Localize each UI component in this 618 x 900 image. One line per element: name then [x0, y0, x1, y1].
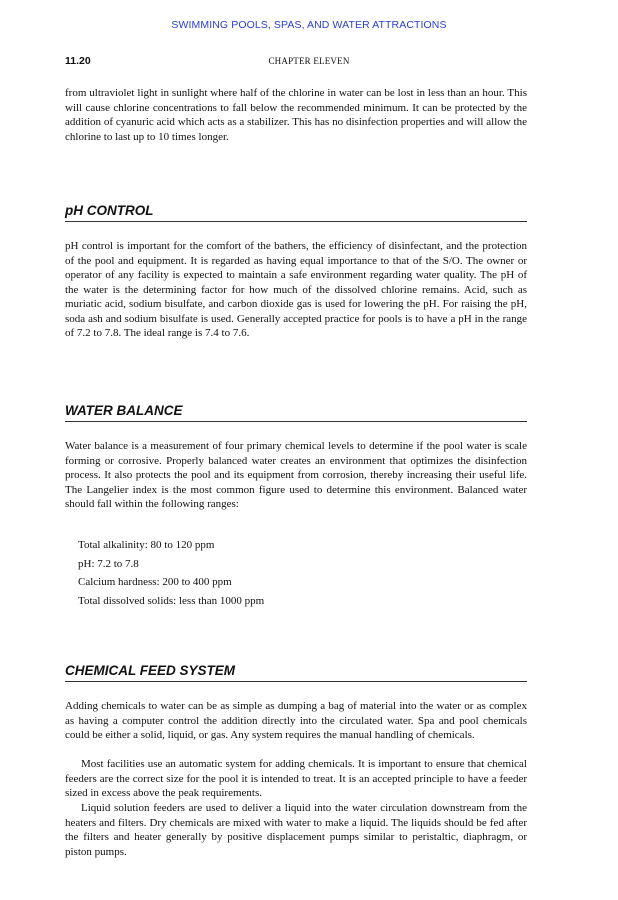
list-item: Total alkalinity: 80 to 120 ppm [78, 539, 215, 551]
chapter-title: CHAPTER ELEVEN [268, 56, 350, 66]
section-heading-water-balance: WATER BALANCE [65, 403, 527, 422]
list-item: Calcium hardness: 200 to 400 ppm [78, 576, 232, 588]
intro-paragraph: from ultraviolet light in sunlight where half of the chlorine in water can be lost in less than an hour. This will cause chlorine concentrations to fall below the recommended minimum. It can be protected by the addition of cyanuric acid which acts as a stabilizer. This has no disinfection properties and will allow the chlorine to last up to 10 times longer. [65, 87, 527, 143]
ph-control-paragraph: pH control is important for the comfort of the bathers, the efficiency of disinfectant, and the protection of the pool and equipment. It is regarded as having equal importance to that of the S/O. The owner or operator of any facility is expected to maintain a safe environment regarding water quality. The pH of the water is the determining factor for how much of the dissolved chlorine remains. Acid, such as muriatic acid, sodium bisulfate, and carbon dioxide gas is used for lowering the pH. For raising the pH, soda ash and sodium bisulfate is used. Generally accepted practice for pools is to have a pH in the range of 7.2 to 7.8. The ideal range is 7.4 to 7.6. [65, 240, 527, 339]
water-balance-ranges [78, 536, 264, 610]
water-balance-paragraph: Water balance is a measurement of four primary chemical levels to determine if the pool water is scale forming or corrosive. Properly balanced water creates an environment that optimizes the disinfection process. It also protects the pool and its equipment from corrosion, thereby increasing their useful life. The Langelier index is the most common figure used to determine this environment. Balanced water should fall within the following ranges: [65, 440, 527, 510]
chemical-feed-paragraph-2: Most facilities use an automatic system for adding chemicals. It is important to ensure that chemical feeders are the correct size for the pool it is intended to treat. It is an accepted principle to have a feeder sized in excess above the peak requirements. [65, 758, 527, 799]
section-heading-ph-control: pH CONTROL [65, 203, 527, 222]
page-number: 11.20 [65, 55, 91, 67]
list-item: Total dissolved solids: less than 1000 ppm [78, 594, 265, 607]
chemical-feed-paragraph-3: Liquid solution feeders are used to deliver a liquid into the water circulation downstream from the heaters and filters. Dry chemicals are mixed with water to make a liquid. The liquids should be fed after the filters and heater generally by positive displacement pumps similar to peristaltic, diaphragm, or piston pumps. [65, 802, 527, 858]
running-head: SWIMMING POOLS, SPAS, AND WATER ATTRACTIONS [171, 19, 447, 31]
section-heading-chemical-feed-system: CHEMICAL FEED SYSTEM [65, 663, 527, 682]
chemical-feed-paragraph-1: Adding chemicals to water can be as simple as dumping a bag of material into the water or as complex as having a computer control the addition directly into the circulated water. Spa and pool chemicals could be either a solid, liquid, or gas. Any system requires the manual handling of chemicals. [65, 700, 527, 741]
list-item: pH: 7.2 to 7.8 [78, 557, 139, 570]
